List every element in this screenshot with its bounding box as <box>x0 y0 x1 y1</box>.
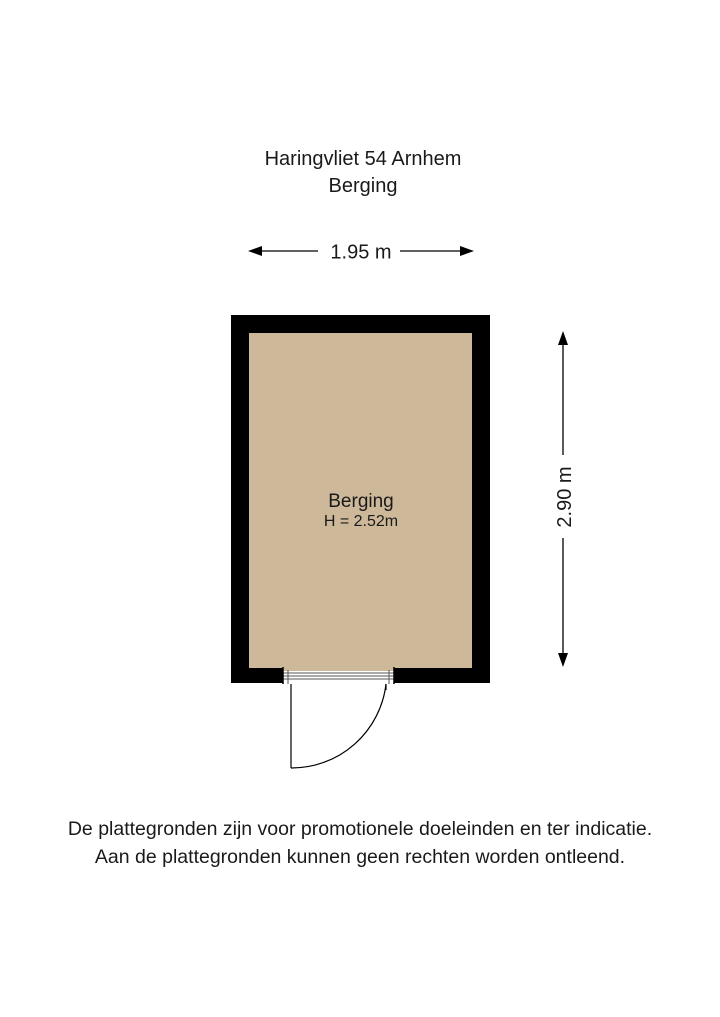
room-berging <box>231 315 490 768</box>
arrow-up-icon <box>558 331 568 345</box>
door-threshold <box>283 667 394 671</box>
room-ceiling-height: H = 2.52m <box>323 513 399 530</box>
disclaimer-line-1: De plattegronden zijn voor promotionele doeleinden en ter indicatie. <box>67 818 653 840</box>
disclaimer <box>0 815 720 871</box>
width-dimension <box>248 242 474 264</box>
floor-label: Berging <box>328 175 398 197</box>
arrow-left-icon <box>248 246 262 256</box>
arrow-right-icon <box>460 246 474 256</box>
disclaimer-line-2: Aan de plattegronden kunnen geen rechten worden ontleend. <box>94 846 626 868</box>
room-name: Berging <box>328 491 394 512</box>
address-label: Haringvliet 54 Arnhem <box>264 148 462 170</box>
door-swing-arc <box>291 684 386 768</box>
arrow-down-icon <box>558 653 568 667</box>
width-dimension-label: 1.95 m <box>330 241 392 264</box>
height-dimension <box>554 331 576 667</box>
height-dimension-label: 2.90 m <box>554 466 576 528</box>
